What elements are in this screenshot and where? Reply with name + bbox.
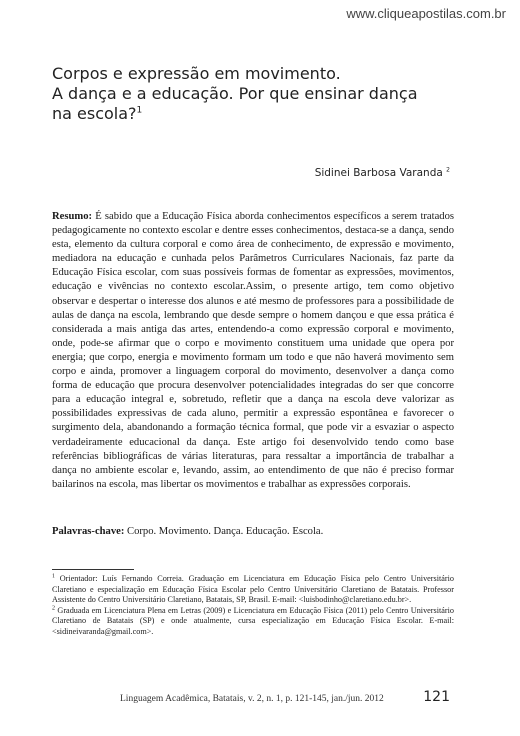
- keywords-label: Palavras-chave:: [52, 526, 125, 537]
- title-line-3: [52, 104, 472, 124]
- title-line-3-text: na escola?: [52, 104, 137, 123]
- abstract-text: É sabido que a Educação Física aborda conhecimentos específicos a serem tratados pedagogicamente no contexto escolar e dentre esses conhecimentos, destaca-se a dança, sendo esta, elemento da cultura corporal e como área de conhecimento, de expressão e movimento, mediadora na educação e cunhada pelos Parâmetros Curriculares Nacionais, faz parte da Educação Física escolar, com suas possíveis formas de fomentar as expressões, movimentos, educação e vivências no contexto escolar.Assim, o presente artigo, tem como objetivo observar e despertar o interesse dos alunos e até mesmo de professores para a possibilidade de aulas de dança na escola, lembrando que desde sempre o homem dançou e que essa prática é considerada a mais antiga das artes, entendendo-a como expressão corporal e movimento, onde, pode-se afirmar que o corpo e movimento constituem uma unidade que opera por energia; que corpo, energia e movimento formam um todo e que não haverá movimento sem corpo e ainda, promover a linguagem corporal do movimento, desenvolver a dança como forma de educação que procura desenvolver potencialidades integradas do ser que concorre para a educação integral e, sobretudo, refletir que a dança na escola deve valorizar as possibilidades expressivas de cada aluno, permitir a expressão espontânea e favorecer o surgimento dela, abandonando a formação técnica formal, que pode vir a esvaziar o aspecto verdadeiramente educacional da dança. Este artigo foi desenvolvido tendo como base referências bibliográficas de várias literaturas, para ressaltar a importância de trabalhar a dança no ambiente escolar e, levando, assim, ao entendimento de que não é preciso formar bailarinos na escola, mas libertar os movimentos e trabalhar as expressões corporais.: [52, 211, 454, 490]
- author-name: Sidinei Barbosa Varanda: [314, 167, 443, 179]
- journal-citation: Linguagem Acadêmica, Batatais, v. 2, n. 1, p. 121-145, jan./jun. 2012: [120, 694, 384, 704]
- footnote-1: [52, 574, 454, 606]
- title-line-1: Corpos e expressão em movimento.: [52, 64, 341, 83]
- abstract-label: Resumo:: [52, 211, 93, 222]
- keywords: [52, 526, 454, 537]
- title-footnote-marker: 1: [136, 105, 143, 116]
- footnote-2: [52, 606, 454, 638]
- article-title: [52, 64, 472, 124]
- author-footnote-marker: 2: [446, 166, 450, 174]
- author-byline: [315, 167, 450, 179]
- footnote-divider: [52, 569, 134, 570]
- footnote-2-text: Graduada em Licenciatura Plena em Letras (2009) e Licenciatura em Educação Física (2011) pelo Centro Universitário Claretiano de Batatais (SP) e onde atualmente, cursa especialização em Educação Física Escolar. E-mail: <sidineivaranda@gmail.com>.: [52, 605, 454, 636]
- title-line-2: A dança e a educação. Por que ensinar dança: [52, 84, 418, 103]
- abstract: [52, 210, 454, 492]
- watermark-url: www.cliqueapostilas.com.br: [346, 6, 506, 21]
- footnote-1-text: Orientador: Luís Fernando Correia. Graduação em Licenciatura em Educação Física pelo Centro Universitário Claretiano e especialização em Educação Física Escolar pelo Centro Universitário Claretiano de Batatais. Professor Assistente do Centro Universitário Claretiano, Batatais, SP, Brasil. E-mail: <luisbodinho@claretiano.edu.br>.: [52, 574, 454, 605]
- footnote-2-marker: 2: [52, 605, 55, 612]
- footnote-1-marker: 1: [52, 573, 55, 580]
- footnotes: [52, 574, 454, 638]
- page-number: 121: [423, 689, 450, 705]
- keywords-text: Corpo. Movimento. Dança. Educação. Escola.: [124, 526, 324, 537]
